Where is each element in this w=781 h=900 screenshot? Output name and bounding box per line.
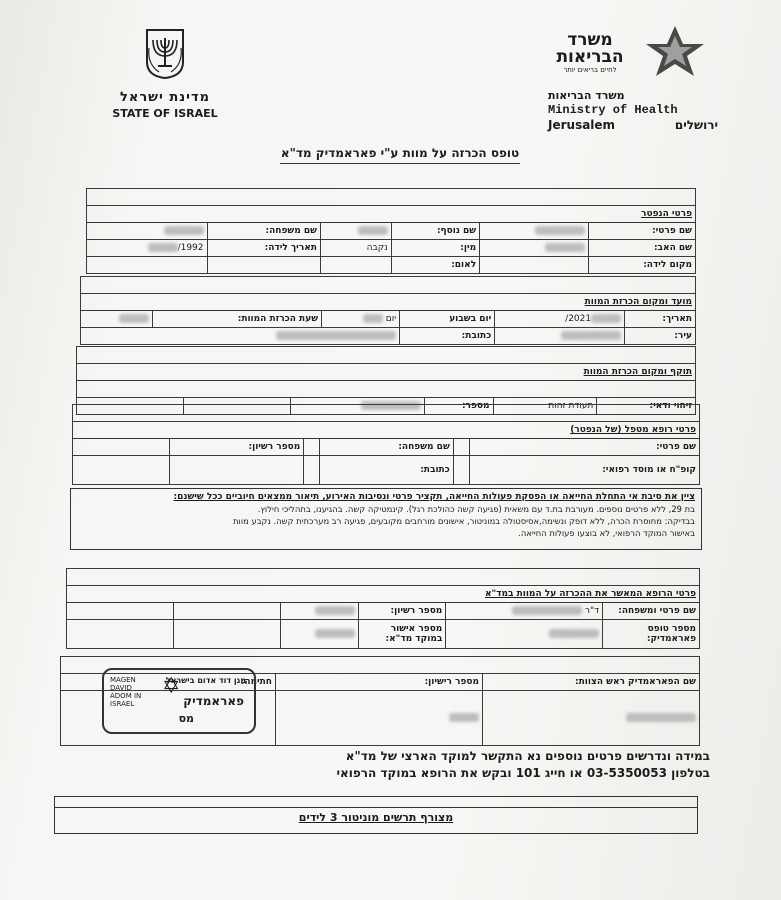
footer-line-1: במידה ונדרשים פרטים נוספים נא התקשר למוקד הארצי של מד"א xyxy=(345,749,710,763)
team-license-label: מספר רישיון: xyxy=(276,674,483,691)
deceased-section-title: פרטי הנפטר xyxy=(87,206,696,223)
description-line: באישור המוקד הרפואי, לא בוצעו פעולות החייאה. xyxy=(518,528,695,538)
approving-doctor-table xyxy=(66,568,700,649)
id-type-value: תעודת זהות xyxy=(493,398,597,415)
extra-name-value xyxy=(320,223,391,240)
birth-date-label: תאריך לידה: xyxy=(207,240,320,257)
ministry-city xyxy=(548,118,718,133)
death-time-label: שעת הכרזת המוות: xyxy=(152,311,321,328)
stamp-line-1: מגן דוד אדום בישראל xyxy=(165,676,246,685)
gender-value: נקבה xyxy=(320,240,391,257)
city-label: עיר: xyxy=(625,328,696,345)
footer-note xyxy=(300,748,710,782)
city-hebrew: ירושלים xyxy=(674,118,718,132)
stamp-line-2: פאראמדיק xyxy=(183,694,244,708)
death-date-label: תאריך: xyxy=(625,311,696,328)
paramedic-stamp xyxy=(102,668,256,734)
state-emblem-block xyxy=(100,28,230,120)
description-line: בבדיקה: מחוסרת הכרה, ללא דופק ונשימה,אסיסטולה במוניטור, אישונים מורחבים מקובעים, פגיעה רב מערכתית קשה. נקבע מוות xyxy=(233,516,695,526)
ministry-logo-text: משרד הבריאות xyxy=(556,30,624,67)
treating-doctor-table xyxy=(72,404,700,485)
footer-line-2: בטלפון 03-5350053 או חייג 101 ובקש את הרופא במוקד הרפואי xyxy=(336,766,710,780)
address-label: כתובת: xyxy=(400,328,495,345)
city-value xyxy=(495,328,625,345)
first-name-label: שם פרטי: xyxy=(589,223,696,240)
approval-number-label: מספר אישור במוקד מד"א: xyxy=(359,620,446,649)
weekday-value: יום xyxy=(322,311,400,328)
event-description-box xyxy=(70,488,702,550)
form-number-label: מספר טופס פאראמדיק: xyxy=(603,620,700,649)
approval-section-title: פרטי הרופא המאשר את ההכרזה על המוות במד"א xyxy=(67,586,700,603)
doctor-family-name-label: שם משפחה: xyxy=(320,439,454,456)
approver-license-label: מספר רשיון: xyxy=(359,603,446,620)
stamp-english-text: MAGEN DAVID ADOM IN ISRAEL xyxy=(110,676,142,708)
father-name-label: שם האב: xyxy=(589,240,696,257)
doctor-license-label: מספר רשיון: xyxy=(170,439,304,456)
description-heading: ציין את סיבת אי התחלת החייאה או הפסקת פעולות החייאה, תקציר פרטי ונסיבות האירוע, תיאור ממצאים חיוביים ככל שישנם: xyxy=(173,492,695,502)
clinic-label: קופ"ח או מוסד רפואי: xyxy=(469,456,699,485)
death-time-table xyxy=(80,276,696,345)
birth-year: 1992 xyxy=(180,243,204,253)
team-head-label: שם הפאראמדיק ראש הצוות: xyxy=(483,674,700,691)
nationality-label: לאום: xyxy=(391,257,479,274)
approver-license-value xyxy=(281,603,359,620)
father-name-value xyxy=(480,240,589,257)
team-head-value xyxy=(483,691,700,746)
description-line: בת 29, ללא פרטים נוספים. מעורבת בת.ד עם משאית (פגיעה קשה כהולכת רגל). קינמטיקה קשה. בהגיענו, בתהליכי חילוץ. xyxy=(257,504,695,514)
doctor-address-label: כתובת: xyxy=(320,456,454,485)
approver-name-value: ד"ר xyxy=(446,603,603,620)
weekday-label: יום בשבוע xyxy=(400,311,495,328)
id-number-label: מספר: xyxy=(424,398,493,415)
approval-number-value xyxy=(281,620,359,649)
state-name-hebrew: מדינת ישראל xyxy=(119,90,210,105)
star-of-david-icon: ✡ xyxy=(162,674,181,699)
identification-section-title: תוקף ומקום הכרזת המוות xyxy=(77,364,696,381)
death-date-value: 2021/ xyxy=(495,311,625,328)
birth-place-label: מקום לידה: xyxy=(589,257,696,274)
ministry-name-english: Ministry of Health xyxy=(548,103,678,117)
ministry-star-logo-icon xyxy=(640,22,710,82)
death-time-value xyxy=(81,311,153,328)
birth-date-value: 1992/ xyxy=(87,240,208,257)
doctor-section-title: פרטי רופא מטפל (של הנפטר) xyxy=(73,422,700,439)
family-name-label: שם משפחה: xyxy=(207,223,320,240)
form-number-value xyxy=(446,620,603,649)
family-name-value xyxy=(87,223,208,240)
attachment-box xyxy=(54,796,698,834)
menorah-emblem-icon xyxy=(143,28,187,80)
form-title: טופס הכרזה על מוות ע"י פאראמדיק מד"א xyxy=(280,146,520,164)
signature-label: חתימה: xyxy=(61,674,276,691)
gender-label: מין: xyxy=(391,240,479,257)
doctor-first-name-label: שם פרטי: xyxy=(469,439,699,456)
ministry-logo-slogan: לחיים בריאים יותר xyxy=(563,66,617,74)
approver-name-label: שם פרטי ומשפחה: xyxy=(603,603,700,620)
death-time-section-title: מועד ומקום הכרזת המוות xyxy=(81,294,696,311)
team-license-value xyxy=(276,691,483,746)
ministry-name-hebrew: משרד הבריאות xyxy=(548,89,625,102)
stamp-line-3: מס xyxy=(178,712,194,725)
first-name-value xyxy=(480,223,589,240)
deceased-details-table xyxy=(86,188,696,274)
city-english: Jerusalem xyxy=(548,118,616,132)
attachment-text: מצורף תרשים מוניטור 3 לידים xyxy=(298,811,454,824)
address-value xyxy=(81,328,400,345)
certain-id-label: זיהוי ודאי: xyxy=(597,398,696,415)
extra-name-label: שם נוסף: xyxy=(391,223,479,240)
state-name-english: STATE OF ISRAEL xyxy=(112,107,218,120)
